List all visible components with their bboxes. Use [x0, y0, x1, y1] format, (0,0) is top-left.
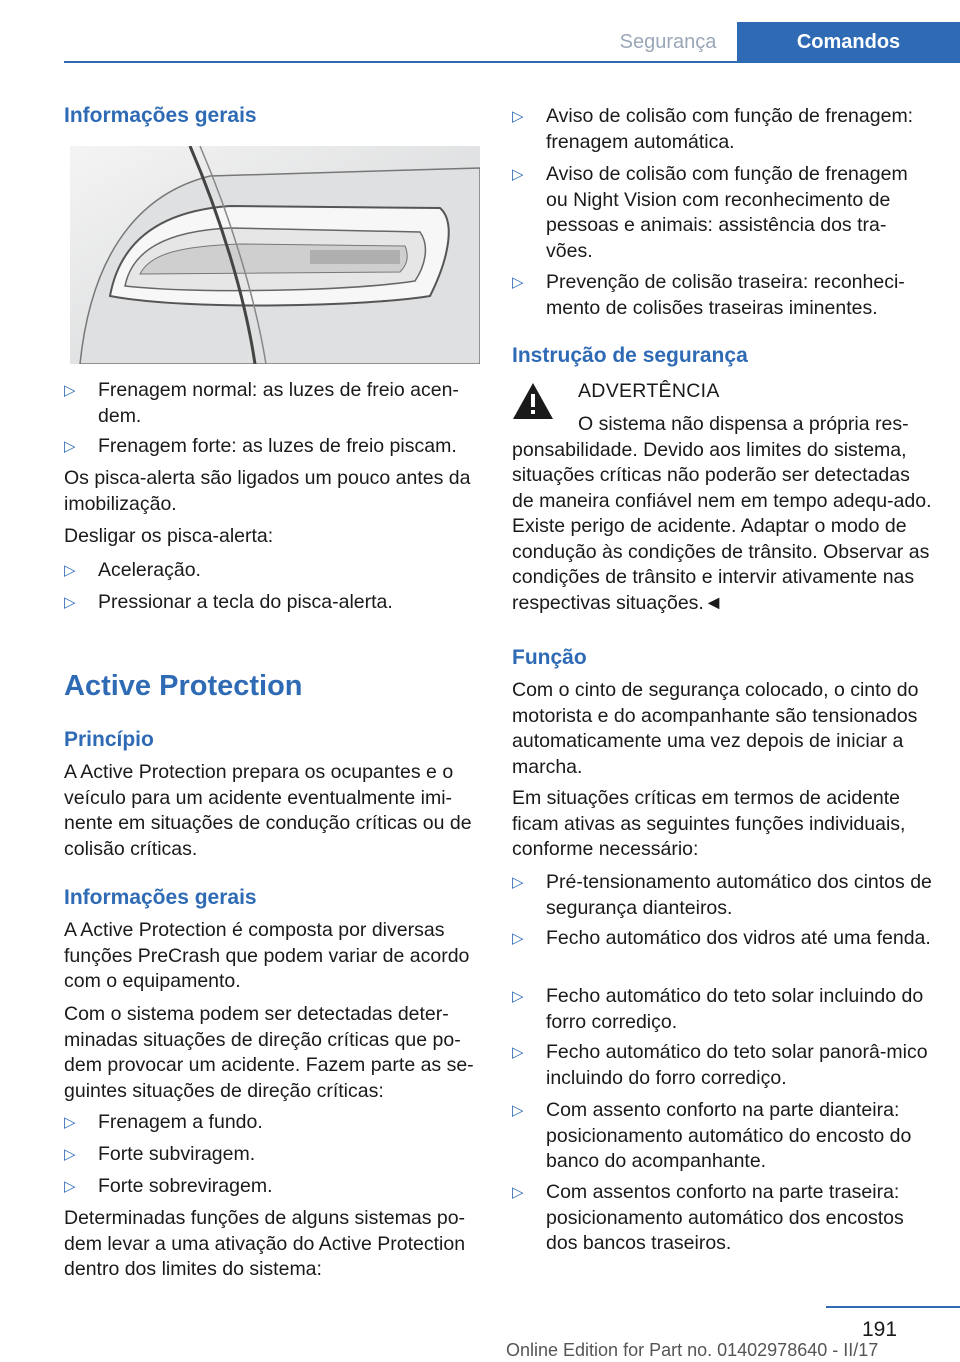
warning-title: ADVERTÊNCIA [578, 380, 720, 402]
footer-rule [826, 1306, 960, 1308]
heading-active-protection: Active Protection [64, 670, 303, 702]
triangle-right-icon: ▷ [64, 382, 76, 399]
list-item: ▷ Forte sobreviragem. [64, 1174, 484, 1200]
list-item: ▷ Prevenção de colisão traseira: reconheci-mento de colisões traseiras iminentes. [512, 271, 905, 319]
page-number: 191 [862, 1318, 898, 1341]
heading-principle: Princípio [64, 728, 154, 751]
list-item: ▷ Frenagem a fundo. [64, 1110, 484, 1136]
triangle-right-icon: ▷ [512, 1102, 524, 1119]
triangle-right-icon: ▷ [512, 930, 524, 947]
list-item: ▷ Pressionar a tecla do pisca-alerta. [64, 590, 484, 616]
list-item: ▷ Aviso de colisão com função de frenagem ou Night Vision com reconhecimento de pessoas e animais: assistência dos tra-vões. [512, 163, 908, 262]
chapter-tab: Comandos [737, 22, 960, 62]
list-item: ▷ Fecho automático dos vidros até uma fenda. [512, 926, 932, 952]
paragraph: Determinadas funções de alguns sistemas po-dem levar a uma ativação do Active Protection dentro dos limites do sistema: [64, 1207, 466, 1280]
warning-text: O sistema não dispensa a própria res-ponsabilidade. Devido aos limites do sistema, situações críticas não poderão ser detectadas de maneira confiável nem em tempo adequ-ado. Existe perigo de acidente. Adaptar o modo de condução às condições de trânsito. Observar as condições de trânsito e intervir ativamente nas respectivas situações.◄ [512, 413, 932, 614]
triangle-right-icon: ▷ [64, 1178, 76, 1195]
list-item: ▷ Frenagem forte: as luzes de freio piscam. [64, 434, 484, 460]
heading-general-info-2: Informações gerais [64, 886, 257, 909]
list-item: ▷ Com assento conforto na parte dianteira: posicionamento automático do encosto do banco do acompanhante. [512, 1099, 912, 1172]
page-header [0, 0, 960, 64]
list-item: ▷ Frenagem normal: as luzes de freio acen-dem. [64, 379, 459, 427]
heading-general-info-1: Informações gerais [64, 104, 257, 127]
triangle-right-icon: ▷ [512, 1184, 524, 1201]
triangle-right-icon: ▷ [64, 1146, 76, 1163]
paragraph: Com o sistema podem ser detectadas deter-minadas situações de direção críticas que po-dem provocar um acidente. Fazem parte as se-guintes situações de direção críticas: [64, 1003, 474, 1102]
paragraph: A Active Protection prepara os ocupantes e o veículo para um acidente eventualmente imi-nente em situações de condução críticas ou de colisão críticas. [64, 761, 472, 860]
list-item: ▷ Aviso de colisão com função de frenagem: frenagem automática. [512, 105, 914, 153]
triangle-right-icon: ▷ [64, 438, 76, 455]
triangle-right-icon: ▷ [512, 1044, 524, 1061]
triangle-right-icon: ▷ [512, 988, 524, 1005]
paragraph: Com o cinto de segurança colocado, o cinto do motorista e do acompanhante são tensionados automaticamente uma vez depois de iniciar a marcha. [512, 679, 919, 778]
list-item: ▷ Pré-tensionamento automático dos cintos de segurança dianteiros. [512, 871, 932, 919]
triangle-right-icon: ▷ [512, 874, 524, 891]
list-item: ▷ Fecho automático do teto solar incluindo do forro corrediço. [512, 985, 924, 1033]
heading-function: Função [512, 646, 587, 669]
header-rule [64, 61, 960, 63]
triangle-right-icon: ▷ [512, 166, 524, 183]
list-item: ▷ Fecho automático do teto solar panorâ-mico incluindo do forro corrediço. [512, 1041, 928, 1089]
triangle-right-icon: ▷ [512, 108, 524, 125]
edition-note: Online Edition for Part no. 01402978640 - II/17 [506, 1340, 879, 1360]
triangle-right-icon: ▷ [64, 1114, 76, 1131]
tail-light-illustration [70, 146, 480, 364]
paragraph: Os pisca-alerta são ligados um pouco antes da imobilização. [64, 467, 471, 515]
triangle-right-icon: ▷ [64, 562, 76, 579]
triangle-right-icon: ▷ [64, 594, 76, 611]
section-tab: Segurança [619, 31, 717, 53]
list-item: ▷ Forte subviragem. [64, 1142, 484, 1168]
list-item: ▷ Com assentos conforto na parte traseira: posicionamento automático dos encostos dos bancos traseiros. [512, 1181, 904, 1254]
heading-safety-instruction: Instrução de segurança [512, 344, 748, 367]
paragraph: A Active Protection é composta por diversas funções PreCrash que podem variar de acordo com o equipamento. [64, 919, 470, 992]
paragraph: Em situações críticas em termos de acidente ficam ativas as seguintes funções individuais, conforme necessário: [512, 787, 906, 860]
triangle-right-icon: ▷ [512, 274, 524, 291]
list-item: ▷ Aceleração. [64, 558, 484, 584]
paragraph: Desligar os pisca-alerta: [64, 525, 274, 547]
